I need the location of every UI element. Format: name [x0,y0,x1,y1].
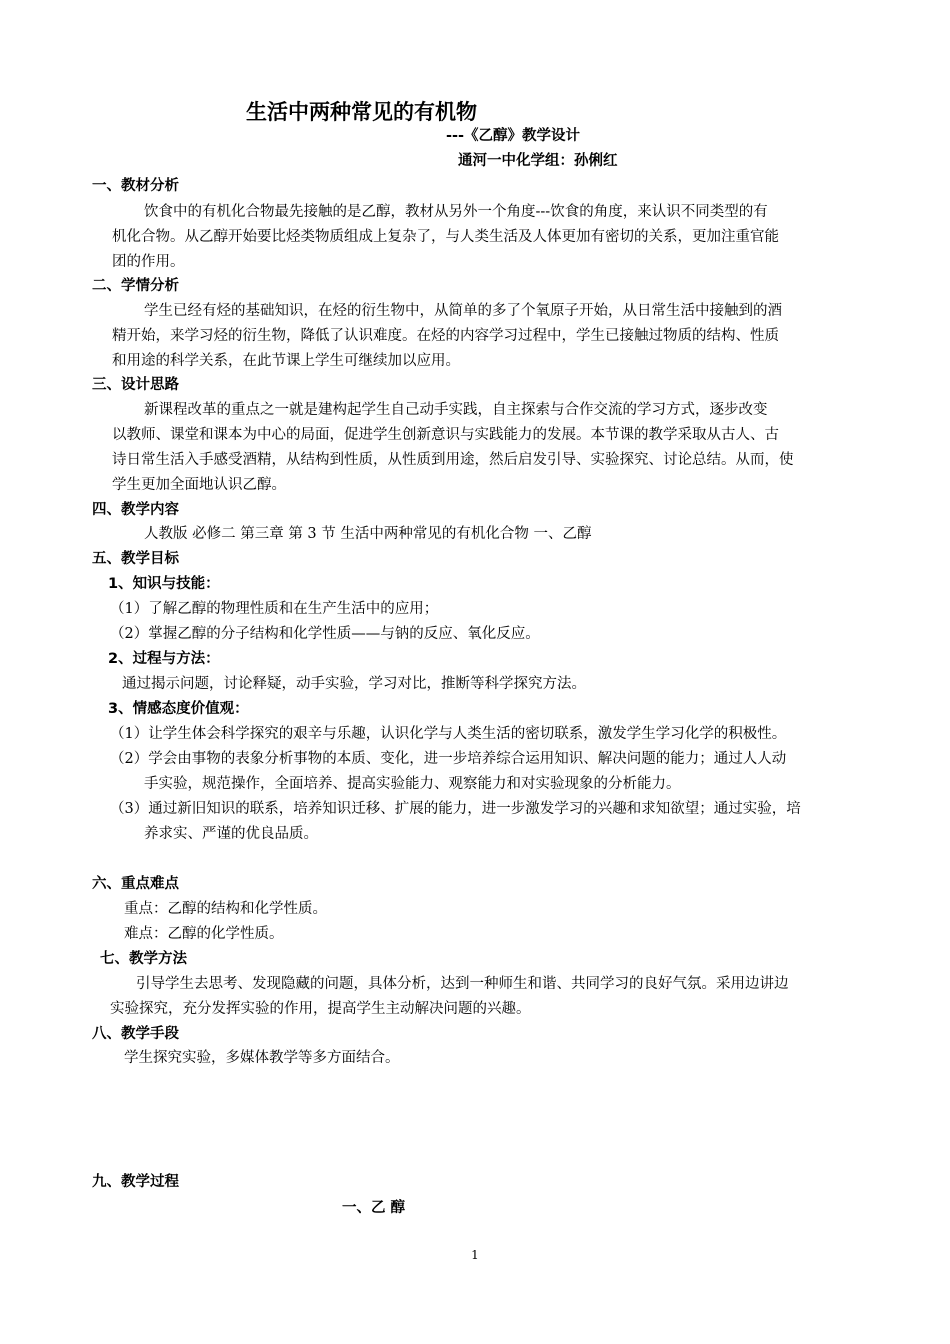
paragraph-line: 学生已经有烃的基础知识，在烃的衍生物中，从简单的多了个氧原子开始，从日常生活中接触到的酒 [144,303,782,319]
paragraph-line: 以教师、课堂和课本为中心的局面，促进学生创新意识与实践能力的发展。本节课的教学采取从古人、古 [112,427,779,443]
section-heading-8: 八、教学手段 [92,1026,179,1042]
subsection-heading: 1、知识与技能： [108,576,220,592]
section-heading-5: 五、教学目标 [92,551,179,567]
list-item: （2）掌握乙醇的分子结构和化学性质——与钠的反应、氧化反应。 [110,626,540,642]
paragraph-line: 团的作用。 [112,254,185,270]
paragraph-line: 机化合物。从乙醇开始要比烃类物质组成上复杂了，与人类生活及人体更加有密切的关系，更加注重官能 [112,229,779,245]
paragraph-line: 难点：乙醇的化学性质。 [124,926,284,942]
section-heading-9: 九、教学过程 [92,1174,179,1190]
paragraph-line: 诗日常生活入手感受酒精，从结构到性质，从性质到用途，然后启发引导、实验探究、讨论总结。从而，使 [112,452,794,468]
document-author: 通河一中化学组：孙俐红 [458,153,618,169]
list-item: （1）了解乙醇的物理性质和在生产生活中的应用； [110,601,439,617]
subsection-title: 一、乙 醇 [342,1200,406,1216]
section-heading-7: 七、教学方法 [100,951,187,967]
list-item: （2）学会由事物的表象分析事物的本质、变化，进一步培养综合运用知识、解决问题的能力；通过人人动 [110,751,787,767]
section-heading-1: 一、教材分析 [92,178,179,194]
paragraph-line: 实验探究，充分发挥实验的作用，提高学生主动解决问题的兴趣。 [110,1001,531,1017]
list-item-continuation: 养求实、严谨的优良品质。 [144,826,318,842]
paragraph-line: 学生探究实验，多媒体教学等多方面结合。 [124,1050,400,1066]
section-heading-2: 二、学情分析 [92,278,179,294]
page-number: 1 [471,1248,479,1262]
document-title: 生活中两种常见的有机物 [246,100,477,124]
paragraph-line: 人教版 必修二 第三章 第 3 节 生活中两种常见的有机化合物 一、乙醇 [144,526,592,542]
list-item: （1）让学生体会科学探究的艰辛与乐趣，认识化学与人类生活的密切联系，激发学生学习化学的积极性。 [110,726,787,742]
paragraph-line: 学生更加全面地认识乙醇。 [112,477,286,493]
document-subtitle: ---《乙醇》教学设计 [446,128,581,144]
list-item: （3）通过新旧知识的联系，培养知识迁移、扩展的能力，进一步激发学习的兴趣和求知欲望；通过实验，培 [110,801,801,817]
subsection-heading: 3、情感态度价值观： [108,701,249,717]
list-item-continuation: 手实验，规范操作，全面培养、提高实验能力、观察能力和对实验现象的分析能力。 [144,776,681,792]
paragraph-line: 引导学生去思考、发现隐藏的问题，具体分析，达到一种师生和谐、共同学习的良好气氛。采用边讲边 [136,976,789,992]
paragraph-line: 饮食中的有机化合物最先接触的是乙醇，教材从另外一个角度---饮食的角度，来认识不同类型的有 [144,204,768,220]
section-heading-3: 三、设计思路 [92,377,179,393]
section-heading-4: 四、教学内容 [92,502,179,518]
paragraph-line: 通过揭示问题，讨论释疑，动手实验，学习对比，推断等科学探究方法。 [122,676,586,692]
paragraph-line: 新课程改革的重点之一就是建构起学生自己动手实践，自主探索与合作交流的学习方式，逐步改变 [144,402,768,418]
paragraph-line: 重点：乙醇的结构和化学性质。 [124,901,327,917]
paragraph-line: 精开始，来学习烃的衍生物，降低了认识难度。在烃的内容学习过程中，学生已接触过物质的结构、性质 [112,328,779,344]
subsection-heading: 2、过程与方法： [108,651,220,667]
section-heading-6: 六、重点难点 [92,876,179,892]
paragraph-line: 和用途的科学关系，在此节课上学生可继续加以应用。 [112,353,460,369]
